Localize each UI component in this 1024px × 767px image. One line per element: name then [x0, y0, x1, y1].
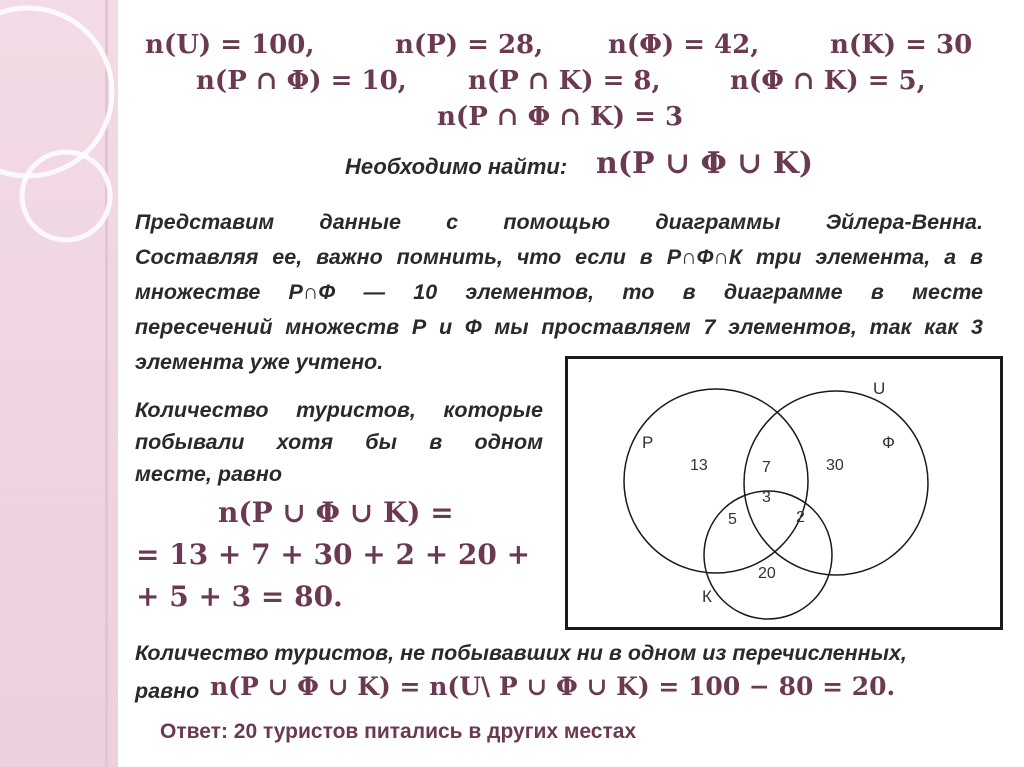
venn-region-pk: 5: [728, 511, 737, 528]
venn-region-p-only: 13: [690, 457, 708, 474]
venn-region-pf: 7: [762, 459, 771, 476]
venn-label-f: Ф: [882, 433, 895, 452]
venn-region-k-only: 20: [758, 565, 776, 582]
find-label: Необходимо найти:: [345, 154, 568, 179]
venn-diagram: [565, 356, 1003, 630]
paragraph-line-2: Составляя ее, важно помнить, что если в Р∩Ф∩К три элемента, а в: [135, 245, 983, 269]
set-p-circle: [624, 389, 808, 573]
sum-line-2: = 13 + 7 + 30 + 2 + 20 +: [136, 538, 531, 571]
given-n-f: n(Φ) = 42,: [608, 30, 760, 60]
not-visited-formula: n(P ∪ Φ ∪ K) = n(U\ P ∪ Φ ∪ K) = 100 − 80 = 20.: [210, 672, 896, 701]
not-visited-prefix: равно: [135, 679, 200, 703]
sum-line-1: n(P ∪ Φ ∪ K) =: [218, 496, 454, 529]
not-visited-line-1: Количество туристов, не побывавших ни в одном из перечисленных,: [135, 641, 907, 665]
venn-label-u: U: [873, 379, 886, 398]
sum-line-3: + 5 + 3 = 80.: [136, 580, 343, 613]
venn-region-pfk: 3: [762, 489, 771, 506]
given-n-fk: n(Φ ∩ K) = 5,: [730, 66, 926, 96]
decor-circles: [0, 0, 130, 320]
count-text-line-3: месте, равно: [135, 462, 283, 486]
given-n-pk: n(P ∩ K) = 8,: [468, 66, 661, 96]
find-formula: n(P ∪ Φ ∪ K): [596, 146, 814, 181]
given-n-u: n(U) = 100,: [145, 30, 315, 60]
venn-label-k: К: [702, 587, 712, 606]
venn-region-f-only: 30: [826, 457, 844, 474]
paragraph-line-5: элемента уже учтено.: [135, 350, 384, 374]
paragraph-line-3: множестве Р∩Ф — 10 элементов, то в диаграмме в месте: [135, 280, 983, 304]
given-n-p: n(P) = 28,: [395, 30, 544, 60]
count-text-line-1: Количество туристов, которые: [135, 398, 543, 422]
set-k-circle: [704, 491, 832, 619]
venn-region-fk: 2: [796, 509, 805, 526]
given-n-pfk: n(P ∩ Φ ∩ K) = 3: [437, 102, 684, 132]
given-n-k: n(K) = 30: [830, 30, 973, 60]
paragraph-line-1: Представим данные с помощью диаграммы Эйлера-Венна.: [135, 210, 983, 234]
given-n-pf: n(P ∩ Φ) = 10,: [196, 66, 407, 96]
set-f-circle: [744, 391, 928, 575]
paragraph-line-4: пересечений множеств Р и Ф мы проставляем 7 элементов, так как 3: [135, 315, 983, 339]
venn-label-p: P: [642, 433, 654, 452]
answer-text: Ответ: 20 туристов питались в других местах: [160, 720, 637, 743]
count-text-line-2: побывали хотя бы в одном: [135, 430, 543, 454]
